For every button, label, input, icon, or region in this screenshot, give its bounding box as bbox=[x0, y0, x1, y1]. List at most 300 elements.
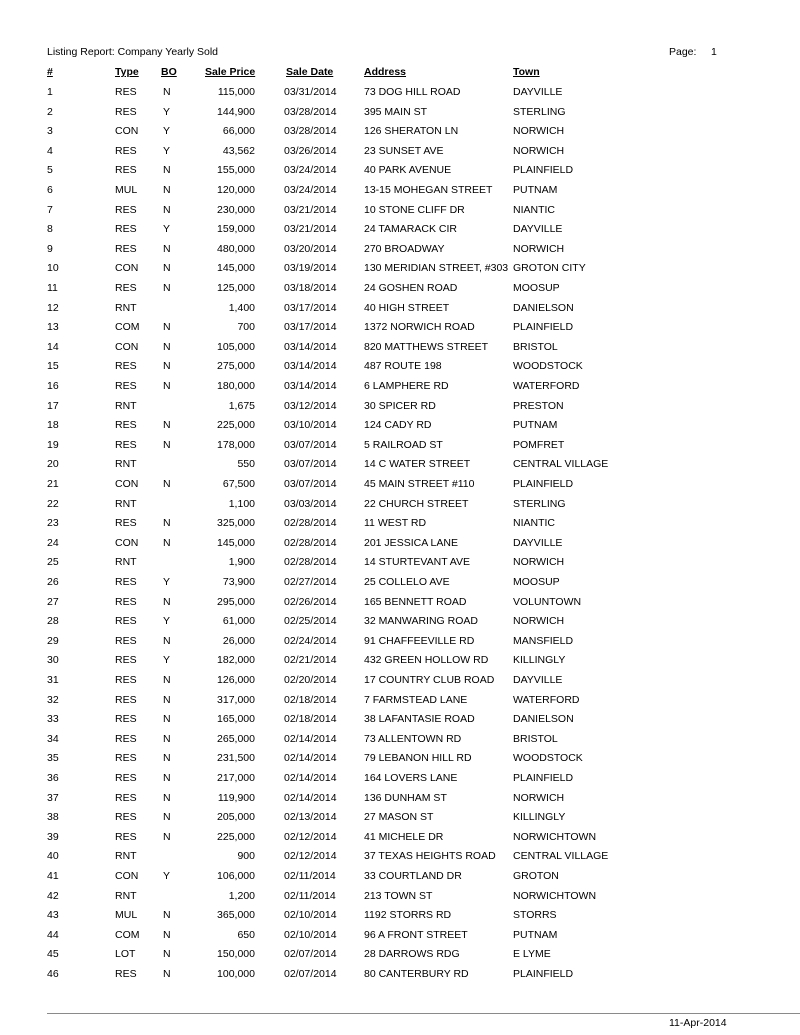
cell-town: MANSFIELD bbox=[513, 634, 574, 647]
cell-sale-date: 03/28/2014 bbox=[284, 105, 337, 118]
cell-num: 30 bbox=[47, 654, 59, 667]
cell-sale-date: 03/07/2014 bbox=[284, 458, 337, 471]
cell-town: KILLINGLY bbox=[513, 811, 566, 824]
cell-sale-price: 275,000 bbox=[217, 360, 255, 373]
cell-type: COM bbox=[115, 928, 140, 941]
cell-address: 73 ALLENTOWN RD bbox=[364, 732, 462, 745]
cell-bo: N bbox=[163, 811, 171, 824]
cell-sale-price: 67,500 bbox=[222, 478, 255, 490]
cell-type: CON bbox=[115, 262, 139, 275]
cell-type: RES bbox=[115, 242, 137, 255]
table-row bbox=[0, 890, 800, 910]
cell-sale-date: 02/25/2014 bbox=[284, 615, 337, 628]
cell-sale-price: 182,000 bbox=[217, 654, 255, 667]
table-row bbox=[0, 596, 800, 616]
header-sale-price: Sale Price bbox=[205, 66, 256, 78]
cell-type: CON bbox=[115, 870, 139, 882]
cell-num: 39 bbox=[47, 830, 59, 843]
table-row bbox=[0, 811, 800, 831]
cell-sale-date: 02/18/2014 bbox=[284, 693, 337, 706]
cell-sale-date: 03/31/2014 bbox=[284, 86, 337, 98]
table-row bbox=[0, 909, 800, 929]
cell-type: RES bbox=[115, 732, 137, 745]
cell-town: NIANTIC bbox=[513, 517, 555, 530]
cell-num: 14 bbox=[47, 340, 59, 353]
cell-num: 28 bbox=[47, 615, 59, 628]
cell-address: 213 TOWN ST bbox=[364, 889, 433, 902]
table-row bbox=[0, 556, 800, 576]
cell-sale-price: 1,400 bbox=[228, 301, 255, 314]
cell-address: 22 CHURCH STREET bbox=[364, 497, 469, 510]
cell-address: 40 PARK AVENUE bbox=[364, 164, 452, 177]
cell-sale-date: 02/24/2014 bbox=[284, 634, 337, 647]
cell-type: RES bbox=[115, 811, 137, 824]
table-row bbox=[0, 321, 800, 341]
cell-town: PLAINFIELD bbox=[513, 968, 574, 980]
cell-num: 5 bbox=[47, 164, 53, 177]
cell-num: 36 bbox=[47, 772, 59, 784]
cell-num: 20 bbox=[47, 458, 59, 471]
cell-town: NORWICHTOWN bbox=[513, 830, 597, 843]
cell-sale-price: 144,900 bbox=[217, 105, 255, 118]
cell-town: BRISTOL bbox=[513, 340, 558, 353]
cell-town: STERLING bbox=[513, 105, 566, 118]
cell-sale-date: 02/12/2014 bbox=[284, 830, 337, 843]
cell-sale-price: 159,000 bbox=[217, 223, 255, 236]
cell-sale-price: 155,000 bbox=[217, 164, 255, 177]
page-label: Page: bbox=[669, 46, 697, 58]
cell-type: RNT bbox=[115, 497, 137, 510]
cell-num: 8 bbox=[47, 223, 53, 236]
cell-sale-date: 03/17/2014 bbox=[284, 301, 337, 314]
table-row bbox=[0, 615, 800, 635]
cell-num: 16 bbox=[47, 380, 59, 392]
table-row bbox=[0, 733, 800, 753]
cell-num: 46 bbox=[47, 968, 59, 980]
cell-address: 25 COLLELO AVE bbox=[364, 576, 450, 588]
cell-address: 79 LEBANON HILL RD bbox=[364, 752, 472, 765]
cell-sale-date: 02/28/2014 bbox=[284, 517, 337, 530]
cell-bo: N bbox=[163, 713, 171, 726]
cell-bo: N bbox=[163, 242, 171, 255]
cell-sale-date: 02/13/2014 bbox=[284, 811, 337, 824]
cell-num: 43 bbox=[47, 909, 59, 922]
cell-address: 130 MERIDIAN STREET, #303 bbox=[364, 262, 508, 275]
table-row bbox=[0, 341, 800, 361]
cell-town: VOLUNTOWN bbox=[513, 595, 582, 608]
cell-num: 21 bbox=[47, 478, 59, 490]
cell-address: 14 C WATER STREET bbox=[364, 458, 471, 471]
cell-type: RES bbox=[115, 380, 137, 392]
table-row bbox=[0, 831, 800, 851]
cell-sale-price: 100,000 bbox=[217, 968, 255, 980]
cell-sale-price: 1,100 bbox=[228, 497, 255, 510]
cell-sale-price: 231,500 bbox=[217, 752, 255, 765]
table-row bbox=[0, 576, 800, 596]
cell-num: 11 bbox=[47, 282, 58, 294]
cell-type: RES bbox=[115, 360, 137, 373]
cell-num: 41 bbox=[47, 870, 59, 882]
cell-type: RES bbox=[115, 419, 137, 432]
table-row bbox=[0, 498, 800, 518]
cell-address: 24 GOSHEN ROAD bbox=[364, 282, 458, 294]
cell-town: NORWICH bbox=[513, 556, 565, 569]
cell-sale-date: 02/18/2014 bbox=[284, 713, 337, 726]
cell-town: PLAINFIELD bbox=[513, 478, 574, 490]
cell-type: RNT bbox=[115, 301, 137, 314]
cell-town: PLAINFIELD bbox=[513, 321, 574, 334]
cell-type: RES bbox=[115, 615, 137, 628]
cell-town: NORWICH bbox=[513, 791, 565, 804]
cell-sale-price: 225,000 bbox=[217, 419, 255, 432]
cell-town: KILLINGLY bbox=[513, 654, 566, 667]
cell-num: 2 bbox=[47, 105, 53, 118]
cell-type: MUL bbox=[115, 184, 138, 196]
cell-address: 14 STURTEVANT AVE bbox=[364, 556, 471, 569]
cell-bo: N bbox=[163, 517, 171, 530]
cell-num: 17 bbox=[47, 399, 59, 412]
cell-town: NORWICHTOWN bbox=[513, 889, 597, 902]
cell-type: RES bbox=[115, 576, 137, 588]
cell-bo: Y bbox=[163, 223, 171, 236]
cell-bo: N bbox=[163, 321, 171, 334]
cell-num: 10 bbox=[47, 262, 59, 275]
cell-type: RNT bbox=[115, 458, 137, 471]
cell-num: 45 bbox=[47, 948, 59, 961]
cell-address: 11 WEST RD bbox=[364, 517, 427, 530]
cell-address: 6 LAMPHERE RD bbox=[364, 380, 449, 392]
cell-address: 487 ROUTE 198 bbox=[364, 360, 442, 373]
cell-address: 126 SHERATON LN bbox=[364, 125, 459, 138]
cell-sale-price: 225,000 bbox=[217, 830, 255, 843]
cell-town: WOODSTOCK bbox=[513, 360, 583, 373]
cell-type: RES bbox=[115, 438, 137, 451]
cell-num: 33 bbox=[47, 713, 59, 726]
table-row bbox=[0, 380, 800, 400]
cell-sale-date: 03/21/2014 bbox=[284, 203, 337, 216]
cell-type: CON bbox=[115, 478, 139, 490]
cell-bo: N bbox=[163, 791, 171, 804]
cell-sale-price: 115,000 bbox=[217, 86, 255, 98]
cell-sale-price: 43,562 bbox=[222, 144, 255, 157]
cell-sale-date: 03/07/2014 bbox=[284, 478, 337, 490]
cell-bo: N bbox=[163, 438, 171, 451]
cell-town: PUTNAM bbox=[513, 184, 558, 196]
cell-town: PLAINFIELD bbox=[513, 164, 574, 177]
cell-address: 80 CANTERBURY RD bbox=[364, 968, 469, 980]
cell-type: RES bbox=[115, 830, 137, 843]
cell-sale-price: 265,000 bbox=[217, 732, 255, 745]
cell-address: 30 SPICER RD bbox=[364, 399, 436, 412]
cell-num: 4 bbox=[47, 144, 53, 157]
cell-bo: N bbox=[163, 968, 171, 980]
cell-town: DAYVILLE bbox=[513, 674, 563, 686]
cell-type: RES bbox=[115, 674, 137, 686]
cell-town: DAYVILLE bbox=[513, 536, 563, 549]
cell-bo: N bbox=[163, 282, 171, 294]
cell-bo: Y bbox=[163, 144, 171, 157]
cell-type: RES bbox=[115, 634, 137, 647]
cell-num: 13 bbox=[47, 321, 59, 334]
cell-bo: N bbox=[163, 595, 171, 608]
cell-num: 42 bbox=[47, 889, 59, 902]
cell-sale-price: 26,000 bbox=[222, 634, 255, 647]
cell-bo: N bbox=[163, 380, 171, 392]
cell-town: GROTON bbox=[513, 870, 559, 882]
header-address: Address bbox=[364, 66, 407, 78]
cell-sale-price: 150,000 bbox=[217, 948, 255, 961]
cell-sale-date: 03/19/2014 bbox=[284, 262, 337, 275]
cell-sale-date: 02/10/2014 bbox=[284, 909, 337, 922]
cell-town: BRISTOL bbox=[513, 732, 558, 745]
cell-type: RES bbox=[115, 791, 137, 804]
cell-sale-date: 03/24/2014 bbox=[284, 184, 337, 196]
cell-num: 1 bbox=[47, 86, 53, 98]
cell-sale-price: 61,000 bbox=[222, 615, 255, 628]
cell-town: MOOSUP bbox=[513, 282, 560, 294]
cell-address: 23 SUNSET AVE bbox=[364, 144, 444, 157]
table-row bbox=[0, 674, 800, 694]
cell-town: NORWICH bbox=[513, 242, 565, 255]
table-row bbox=[0, 204, 800, 224]
table-row bbox=[0, 125, 800, 145]
cell-sale-price: 205,000 bbox=[217, 811, 255, 824]
cell-sale-price: 550 bbox=[237, 458, 255, 471]
cell-sale-price: 145,000 bbox=[217, 262, 255, 275]
cell-sale-date: 03/18/2014 bbox=[284, 282, 337, 294]
cell-address: 1372 NORWICH ROAD bbox=[364, 321, 475, 334]
cell-bo: N bbox=[163, 262, 171, 275]
table-row bbox=[0, 184, 800, 204]
cell-type: RES bbox=[115, 144, 137, 157]
cell-sale-date: 02/12/2014 bbox=[284, 850, 337, 863]
cell-town: WATERFORD bbox=[513, 380, 580, 392]
table-row bbox=[0, 262, 800, 282]
cell-bo: Y bbox=[163, 105, 171, 118]
cell-type: RES bbox=[115, 517, 137, 530]
cell-num: 38 bbox=[47, 811, 59, 824]
cell-address: 7 FARMSTEAD LANE bbox=[364, 693, 468, 706]
cell-type: RES bbox=[115, 164, 137, 177]
cell-sale-price: 1,200 bbox=[228, 889, 255, 902]
cell-num: 19 bbox=[47, 438, 59, 451]
cell-town: STORRS bbox=[513, 909, 557, 922]
cell-num: 15 bbox=[47, 360, 59, 373]
cell-sale-date: 02/07/2014 bbox=[284, 948, 337, 961]
cell-address: 40 HIGH STREET bbox=[364, 301, 450, 314]
cell-address: 10 STONE CLIFF DR bbox=[364, 203, 465, 216]
table-row bbox=[0, 713, 800, 733]
cell-type: RES bbox=[115, 595, 137, 608]
cell-sale-price: 145,000 bbox=[217, 536, 255, 549]
cell-sale-date: 02/10/2014 bbox=[284, 928, 337, 941]
cell-sale-date: 03/03/2014 bbox=[284, 497, 337, 510]
cell-town: NORWICH bbox=[513, 615, 565, 628]
cell-town: NORWICH bbox=[513, 125, 565, 138]
cell-address: 432 GREEN HOLLOW RD bbox=[364, 654, 489, 667]
cell-type: RES bbox=[115, 752, 137, 765]
cell-type: RES bbox=[115, 713, 137, 726]
cell-town: STERLING bbox=[513, 497, 566, 510]
table-row bbox=[0, 439, 800, 459]
cell-sale-price: 365,000 bbox=[217, 909, 255, 922]
cell-num: 40 bbox=[47, 850, 59, 863]
cell-bo: Y bbox=[163, 615, 171, 628]
cell-bo: Y bbox=[163, 125, 171, 138]
cell-town: PUTNAM bbox=[513, 928, 558, 941]
cell-num: 23 bbox=[47, 517, 59, 530]
cell-bo: N bbox=[163, 86, 171, 98]
cell-town: POMFRET bbox=[513, 438, 565, 451]
cell-town: DANIELSON bbox=[513, 301, 574, 314]
header-num: # bbox=[47, 66, 53, 78]
table-row bbox=[0, 850, 800, 870]
cell-sale-price: 1,675 bbox=[228, 399, 255, 412]
cell-bo: Y bbox=[163, 870, 171, 882]
cell-sale-price: 126,000 bbox=[217, 674, 255, 686]
cell-type: RNT bbox=[115, 850, 137, 863]
cell-sale-date: 03/17/2014 bbox=[284, 321, 337, 334]
cell-bo: Y bbox=[163, 576, 171, 588]
cell-num: 18 bbox=[47, 419, 59, 432]
table-row bbox=[0, 478, 800, 498]
table-row bbox=[0, 929, 800, 949]
cell-sale-price: 1,900 bbox=[228, 556, 255, 569]
cell-bo: N bbox=[163, 830, 171, 843]
cell-sale-date: 02/11/2014 bbox=[284, 870, 336, 882]
cell-sale-date: 02/14/2014 bbox=[284, 772, 337, 784]
cell-town: NIANTIC bbox=[513, 203, 555, 216]
cell-sale-price: 178,000 bbox=[217, 438, 255, 451]
cell-address: 201 JESSICA LANE bbox=[364, 536, 458, 549]
cell-sale-date: 03/12/2014 bbox=[284, 399, 337, 412]
cell-type: RES bbox=[115, 282, 137, 294]
cell-sale-price: 295,000 bbox=[217, 595, 255, 608]
cell-address: 24 TAMARACK CIR bbox=[364, 223, 457, 236]
table-row bbox=[0, 458, 800, 478]
cell-sale-date: 02/11/2014 bbox=[284, 889, 336, 902]
cell-address: 395 MAIN ST bbox=[364, 105, 428, 118]
table-row bbox=[0, 792, 800, 812]
cell-town: DANIELSON bbox=[513, 713, 574, 726]
cell-sale-price: 125,000 bbox=[217, 282, 255, 294]
table-row bbox=[0, 164, 800, 184]
cell-sale-price: 900 bbox=[237, 850, 255, 863]
header-town: Town bbox=[513, 66, 540, 78]
cell-address: 1192 STORRS RD bbox=[364, 909, 452, 922]
footer-date: 11-Apr-2014 bbox=[669, 1017, 727, 1029]
cell-num: 12 bbox=[47, 301, 59, 314]
cell-num: 7 bbox=[47, 203, 53, 216]
cell-type: RES bbox=[115, 654, 137, 667]
cell-sale-date: 03/20/2014 bbox=[284, 242, 337, 255]
cell-town: WATERFORD bbox=[513, 693, 580, 706]
cell-type: CON bbox=[115, 536, 139, 549]
cell-type: RES bbox=[115, 86, 137, 98]
page-number: 1 bbox=[711, 46, 717, 58]
cell-town: CENTRAL VILLAGE bbox=[513, 850, 609, 863]
cell-town: WOODSTOCK bbox=[513, 752, 583, 765]
cell-address: 32 MANWARING ROAD bbox=[364, 615, 478, 628]
cell-type: RES bbox=[115, 968, 137, 980]
cell-bo: N bbox=[163, 360, 171, 373]
report-title: Listing Report: Company Yearly Sold bbox=[47, 46, 219, 58]
cell-type: RES bbox=[115, 105, 137, 118]
cell-sale-date: 02/27/2014 bbox=[284, 576, 337, 588]
cell-address: 41 MICHELE DR bbox=[364, 830, 444, 843]
cell-bo: N bbox=[163, 634, 171, 647]
cell-bo: N bbox=[163, 184, 171, 196]
cell-bo: N bbox=[163, 164, 171, 177]
cell-address: 33 COURTLAND DR bbox=[364, 870, 462, 882]
cell-sale-date: 03/24/2014 bbox=[284, 164, 337, 177]
header-sale-date: Sale Date bbox=[286, 66, 334, 78]
cell-sale-date: 02/14/2014 bbox=[284, 752, 337, 765]
table-row bbox=[0, 360, 800, 380]
table-row bbox=[0, 86, 800, 106]
cell-address: 124 CADY RD bbox=[364, 419, 432, 432]
cell-num: 37 bbox=[47, 791, 59, 804]
cell-bo: N bbox=[163, 752, 171, 765]
cell-num: 9 bbox=[47, 242, 53, 255]
cell-num: 27 bbox=[47, 595, 59, 608]
cell-sale-price: 480,000 bbox=[217, 242, 255, 255]
cell-num: 44 bbox=[47, 928, 59, 941]
cell-sale-date: 02/21/2014 bbox=[284, 654, 337, 667]
cell-town: GROTON CITY bbox=[513, 262, 586, 275]
cell-town: PRESTON bbox=[513, 399, 564, 412]
cell-num: 26 bbox=[47, 576, 59, 588]
cell-sale-date: 03/07/2014 bbox=[284, 438, 337, 451]
cell-sale-date: 03/14/2014 bbox=[284, 380, 337, 392]
cell-bo: N bbox=[163, 478, 171, 490]
table-row bbox=[0, 106, 800, 126]
cell-bo: N bbox=[163, 928, 171, 941]
cell-address: 96 A FRONT STREET bbox=[364, 928, 468, 941]
cell-type: RNT bbox=[115, 556, 137, 569]
cell-type: COM bbox=[115, 321, 140, 334]
cell-type: RES bbox=[115, 223, 137, 236]
cell-sale-price: 120,000 bbox=[217, 184, 255, 196]
cell-sale-date: 02/14/2014 bbox=[284, 791, 337, 804]
cell-town: NORWICH bbox=[513, 144, 565, 157]
cell-sale-price: 106,000 bbox=[217, 870, 255, 882]
cell-town: E LYME bbox=[513, 948, 551, 961]
cell-num: 22 bbox=[47, 497, 59, 510]
cell-num: 35 bbox=[47, 752, 59, 765]
cell-bo: N bbox=[163, 674, 171, 686]
table-row bbox=[0, 419, 800, 439]
cell-sale-price: 650 bbox=[237, 928, 255, 941]
cell-sale-price: 325,000 bbox=[217, 517, 255, 530]
cell-type: RNT bbox=[115, 399, 137, 412]
footer-divider bbox=[47, 1013, 800, 1014]
table-row bbox=[0, 282, 800, 302]
table-row bbox=[0, 635, 800, 655]
cell-num: 32 bbox=[47, 693, 59, 706]
cell-sale-date: 02/26/2014 bbox=[284, 595, 337, 608]
cell-sale-price: 700 bbox=[237, 321, 255, 334]
cell-sale-date: 03/14/2014 bbox=[284, 340, 337, 353]
table-row bbox=[0, 968, 800, 988]
cell-type: CON bbox=[115, 125, 139, 138]
cell-address: 45 MAIN STREET #110 bbox=[364, 478, 475, 490]
cell-address: 820 MATTHEWS STREET bbox=[364, 340, 489, 353]
cell-num: 31 bbox=[47, 674, 59, 686]
cell-sale-price: 165,000 bbox=[217, 713, 255, 726]
cell-sale-price: 317,000 bbox=[217, 693, 255, 706]
cell-sale-date: 03/28/2014 bbox=[284, 125, 337, 138]
